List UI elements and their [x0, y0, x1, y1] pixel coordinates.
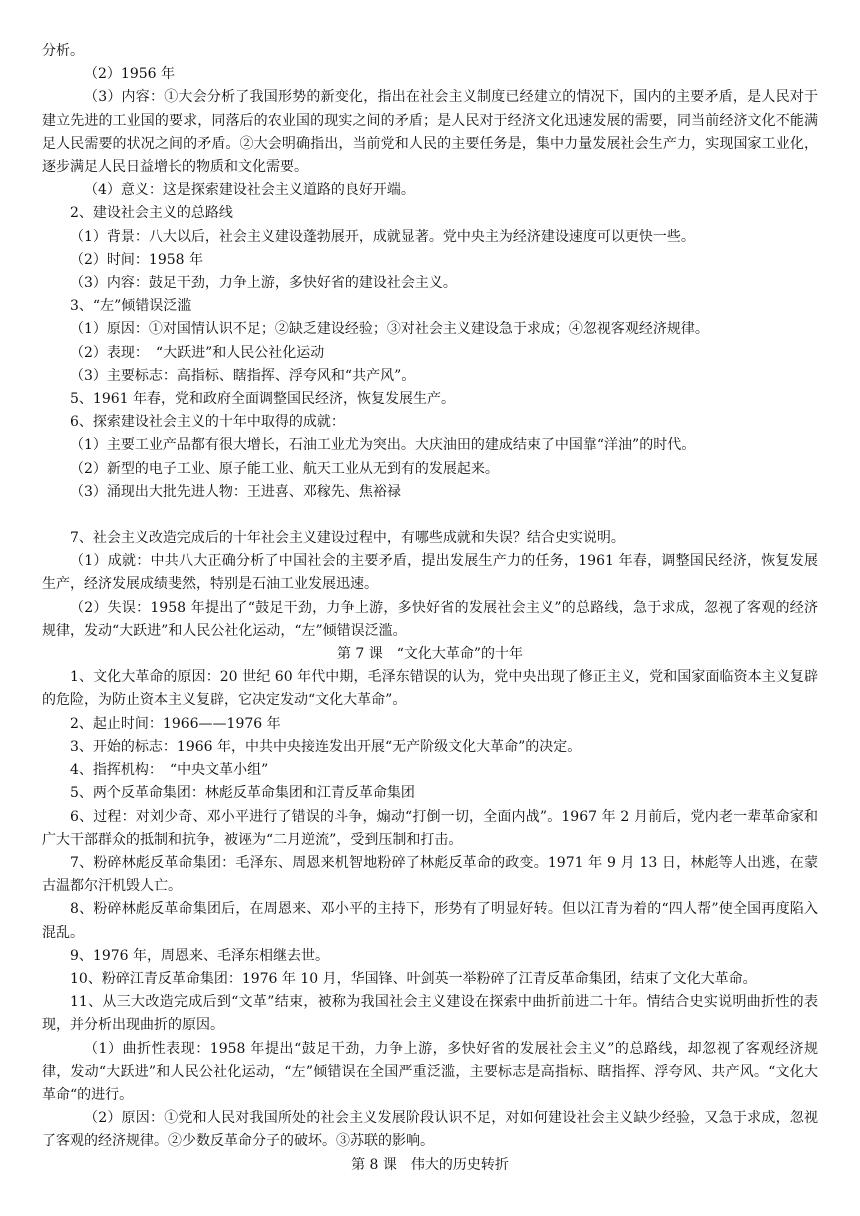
text-paragraph: （3）涌现出大批先进人物：王进喜、邓稼先、焦裕禄	[70, 483, 401, 500]
text-paragraph: （1）主要工业产品都有很大增长，石油工业尤为突出。大庆油田的建成结束了中国靠“洋油”的时代。	[70, 437, 696, 454]
text-paragraph: （2）时间：1958 年	[70, 251, 203, 268]
text-paragraph: 1、文化大革命的原因：20 世纪 60 年代中期，毛泽东错误的认为，党中央出现了修正主义，党和国家面临资本主义复辟的危险，为防止资本主义复辟，它决定发动“文化大革命”。	[42, 669, 818, 709]
blank-line	[42, 504, 818, 527]
text-paragraph: 6、过程：对刘少奇、邓小平进行了错误的斗争，煽动“打倒一切，全面内战”。1967 年 2 月前后，党内老一辈革命家和广大干部群众的抵制和抗争，被诬为“二月逆流”，受到压制和打击。	[42, 808, 818, 848]
text-paragraph: 8、粉碎林彪反革命集团后，在周恩来、邓小平的主持下，形势有了明显好转。但以江青为着的“四人帮”使全国再度陷入混乱。	[42, 901, 818, 941]
text-paragraph: 3、“左”倾错误泛滥	[70, 298, 192, 315]
text-paragraph: （4）意义：这是探索建设社会主义道路的良好开端。	[84, 182, 415, 199]
text-paragraph: （2）表现： “大跃进”和人民公社化运动	[70, 344, 325, 361]
lesson-heading: 第 8 课 伟大的历史转折	[351, 1156, 509, 1173]
text-paragraph: （1）成就：中共八大正确分析了中国社会的主要矛盾，提出发展生产力的任务，1961 年春，调整国民经济，恢复发展生产，经济发展成绩斐然，特别是石油工业发展迅速。	[42, 553, 818, 593]
text-paragraph: （2）失误：1958 年提出了“鼓足干劲，力争上游，多快好省的发展社会主义”的总路线，急于求成，忽视了客观的经济规律，发动“大跃进”和人民公社化运动，“左”倾错误泛滥。	[42, 599, 818, 639]
text-paragraph: 10、粉碎江青反革命集团：1976 年 10 月，华国锋、叶剑英一举粉碎了江青反革命集团，结束了文化大革命。	[70, 970, 757, 987]
text-paragraph: （1）曲折性表现：1958 年提出“鼓足干劲，力争上游，多快好省的发展社会主义”的总路线，却忽视了客观经济规律，发动“大跃进”和人民公社化运动，“左”倾错误在全国严重泛滥，主要标志是高指标、瞎指挥、浮夸风、共产风。“文化大革命“的进行。	[42, 1040, 818, 1103]
text-paragraph: 7、社会主义改造完成后的十年社会主义建设过程中，有哪些成就和失误？结合史实说明。	[70, 530, 625, 547]
text-paragraph: 9、1976 年，周恩来、毛泽东相继去世。	[70, 947, 329, 964]
text-paragraph: 6、探索建设社会主义的十年中取得的成就：	[70, 414, 345, 431]
text-paragraph: 11、从三大改造完成后到“文革”结束，被称为我国社会主义建设在探索中曲折前进二十年。情结合史实说明曲折性的表现，并分析出现曲折的原因。	[42, 994, 818, 1034]
text-paragraph: 7、粉碎林彪反革命集团：毛泽东、周恩来机智地粉碎了林彪反革命的政变。1971 年 9 月 13 日，林彪等人出逃，在蒙古温都尔汗机毁人亡。	[42, 854, 818, 895]
text-paragraph: （3）内容：①大会分析了我国形势的新变化，指出在社会主义制度已经建立的情况下，国内的主要矛盾，是人民对于建立先进的工业国的要求，同落后的农业国的现实之间的矛盾；是人民对于经济文化迅速发展的需要，同当前经济文化不能满足人民需要的状况之间的矛盾。②大会明确指出，当前党和人民的主要任务是，集中力量发展社会生产力，实现国家工业化，逐步满足人民日益增长的物质和文化需要。	[42, 89, 818, 176]
text-paragraph: （3）内容：鼓足干劲，力争上游，多快好省的建设社会主义。	[70, 275, 457, 292]
text-paragraph: 4、指挥机构： “中央文革小组”	[70, 762, 269, 779]
text-paragraph: （1）背景：八大以后，社会主义建设蓬勃展开，成就显著。党中央主为经济建设速度可以更快一些。	[70, 228, 695, 245]
text-paragraph: 5、1961 年春，党和政府全面调整国民经济，恢复发展生产。	[70, 391, 455, 408]
text-paragraph: 分析。	[42, 43, 84, 59]
text-paragraph: （1）原因：①对国情认识不足；②缺乏建设经验；③对社会主义建设急于求成；④忽视客观经济规律。	[70, 321, 709, 338]
text-paragraph: 5、两个反革命集团：林彪反革命集团和江青反革命集团	[70, 785, 415, 802]
lesson-heading: 第 7 课 “文化大革命”的十年	[336, 646, 524, 663]
text-paragraph: （2）原因：①党和人民对我国所处的社会主义发展阶段认识不足，对如何建设社会主义缺少经验，又急于求成，忽视了客观的经济规律。②少数反革命分子的破坏。③苏联的影响。	[42, 1110, 818, 1150]
text-paragraph: （3）主要标志：高指标、瞎指挥、浮夸风和“共产风”。	[70, 367, 416, 384]
text-paragraph: 2、起止时间：1966——1976 年	[70, 715, 281, 732]
text-paragraph: 2、建设社会主义的总路线	[70, 205, 233, 222]
text-paragraph: （2）新型的电子工业、原子能工业、航天工业从无到有的发展起来。	[70, 460, 499, 477]
text-paragraph: （2）1956 年	[84, 66, 175, 83]
text-paragraph: 3、开始的标志：1966 年，中共中央接连发出开展“无产阶级文化大革命”的决定。	[70, 738, 582, 755]
